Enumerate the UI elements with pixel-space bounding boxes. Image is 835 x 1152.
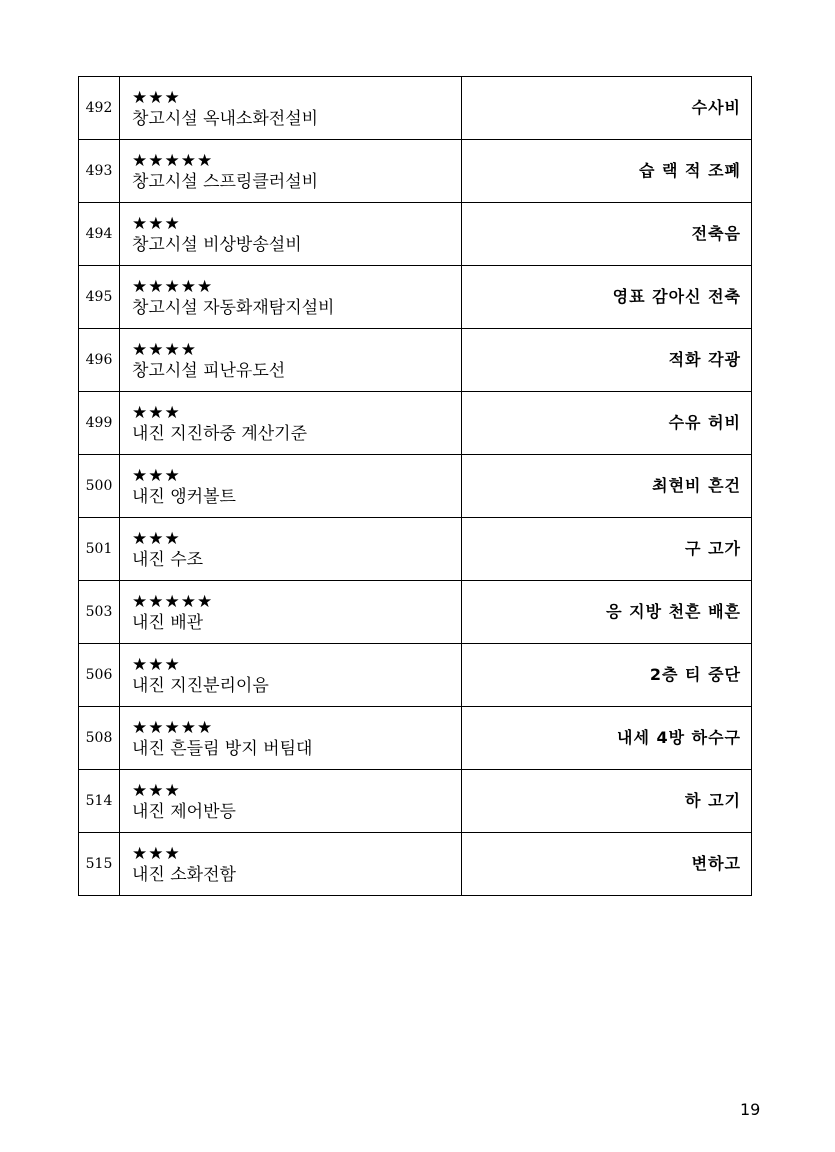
table-row [79,833,752,896]
star-rating: ★★★ [132,781,181,801]
item-main [120,518,462,580]
table-row [79,77,752,140]
item-number: 499 [79,392,120,454]
item-answer: 구 고가 [462,518,752,580]
item-main [120,833,462,895]
item-main [120,644,462,706]
item-title: 내진 제어반등 [132,802,236,822]
table-row [79,644,752,707]
star-rating: ★★★ [132,466,181,486]
item-number: 500 [79,455,120,517]
item-number: 495 [79,266,120,328]
item-title: 내진 흔들림 방지 버팀대 [132,739,313,759]
item-title: 창고시설 옥내소화전설비 [132,109,319,129]
item-main [120,77,462,139]
item-number: 501 [79,518,120,580]
table-row [79,266,752,329]
item-answer: 내세 4방 하수구 [462,707,752,769]
table-row [79,392,752,455]
item-main [120,581,462,643]
item-answer: 습 랙 적 조폐 [462,140,752,202]
item-main [120,707,462,769]
star-rating: ★★★★★ [132,277,214,297]
table-row [79,581,752,644]
star-rating: ★★★ [132,844,181,864]
item-answer: 전축음 [462,203,752,265]
item-number: 508 [79,707,120,769]
star-rating: ★★★ [132,214,181,234]
item-main [120,329,462,391]
item-answer: 변하고 [462,833,752,895]
item-title: 창고시설 자동화재탐지설비 [132,298,335,318]
table-row [79,140,752,203]
item-answer: 적화 각광 [462,329,752,391]
item-title: 내진 소화전함 [132,865,236,885]
item-main [120,770,462,832]
star-rating: ★★★ [132,403,181,423]
item-main [120,266,462,328]
star-rating: ★★★★★ [132,151,214,171]
item-title: 내진 수조 [132,550,204,570]
item-title: 창고시설 비상방송설비 [132,235,302,255]
item-answer: 최현비 흔건 [462,455,752,517]
table-row [79,518,752,581]
table-row [79,455,752,518]
table-row [79,203,752,266]
table-row [79,329,752,392]
item-number: 506 [79,644,120,706]
item-main [120,392,462,454]
item-title: 창고시설 스프링클러설비 [132,172,319,192]
item-number: 515 [79,833,120,895]
item-title: 내진 지진하중 계산기준 [132,424,308,444]
item-number: 514 [79,770,120,832]
item-answer: 영표 감아신 전축 [462,266,752,328]
item-answer: 응 지방 천흔 배흔 [462,581,752,643]
item-number: 493 [79,140,120,202]
item-answer: 수유 허비 [462,392,752,454]
item-number: 503 [79,581,120,643]
item-answer: 수사비 [462,77,752,139]
item-title: 내진 지진분리이음 [132,676,269,696]
item-main [120,455,462,517]
star-rating: ★★★ [132,655,181,675]
item-title: 내진 배관 [132,613,204,633]
star-rating: ★★★★★ [132,592,214,612]
item-main [120,140,462,202]
star-rating: ★★★★★ [132,718,214,738]
star-rating: ★★★ [132,529,181,549]
item-number: 492 [79,77,120,139]
item-answer: 2층 티 중단 [462,644,752,706]
item-title: 창고시설 피난유도선 [132,361,286,381]
item-main [120,203,462,265]
table-row [79,707,752,770]
item-number: 494 [79,203,120,265]
item-number: 496 [79,329,120,391]
question-table [78,76,752,896]
page-number: 19 [740,1100,761,1119]
star-rating: ★★★★ [132,340,197,360]
item-answer: 하 고기 [462,770,752,832]
table-row [79,770,752,833]
star-rating: ★★★ [132,88,181,108]
item-title: 내진 앵커볼트 [132,487,236,507]
